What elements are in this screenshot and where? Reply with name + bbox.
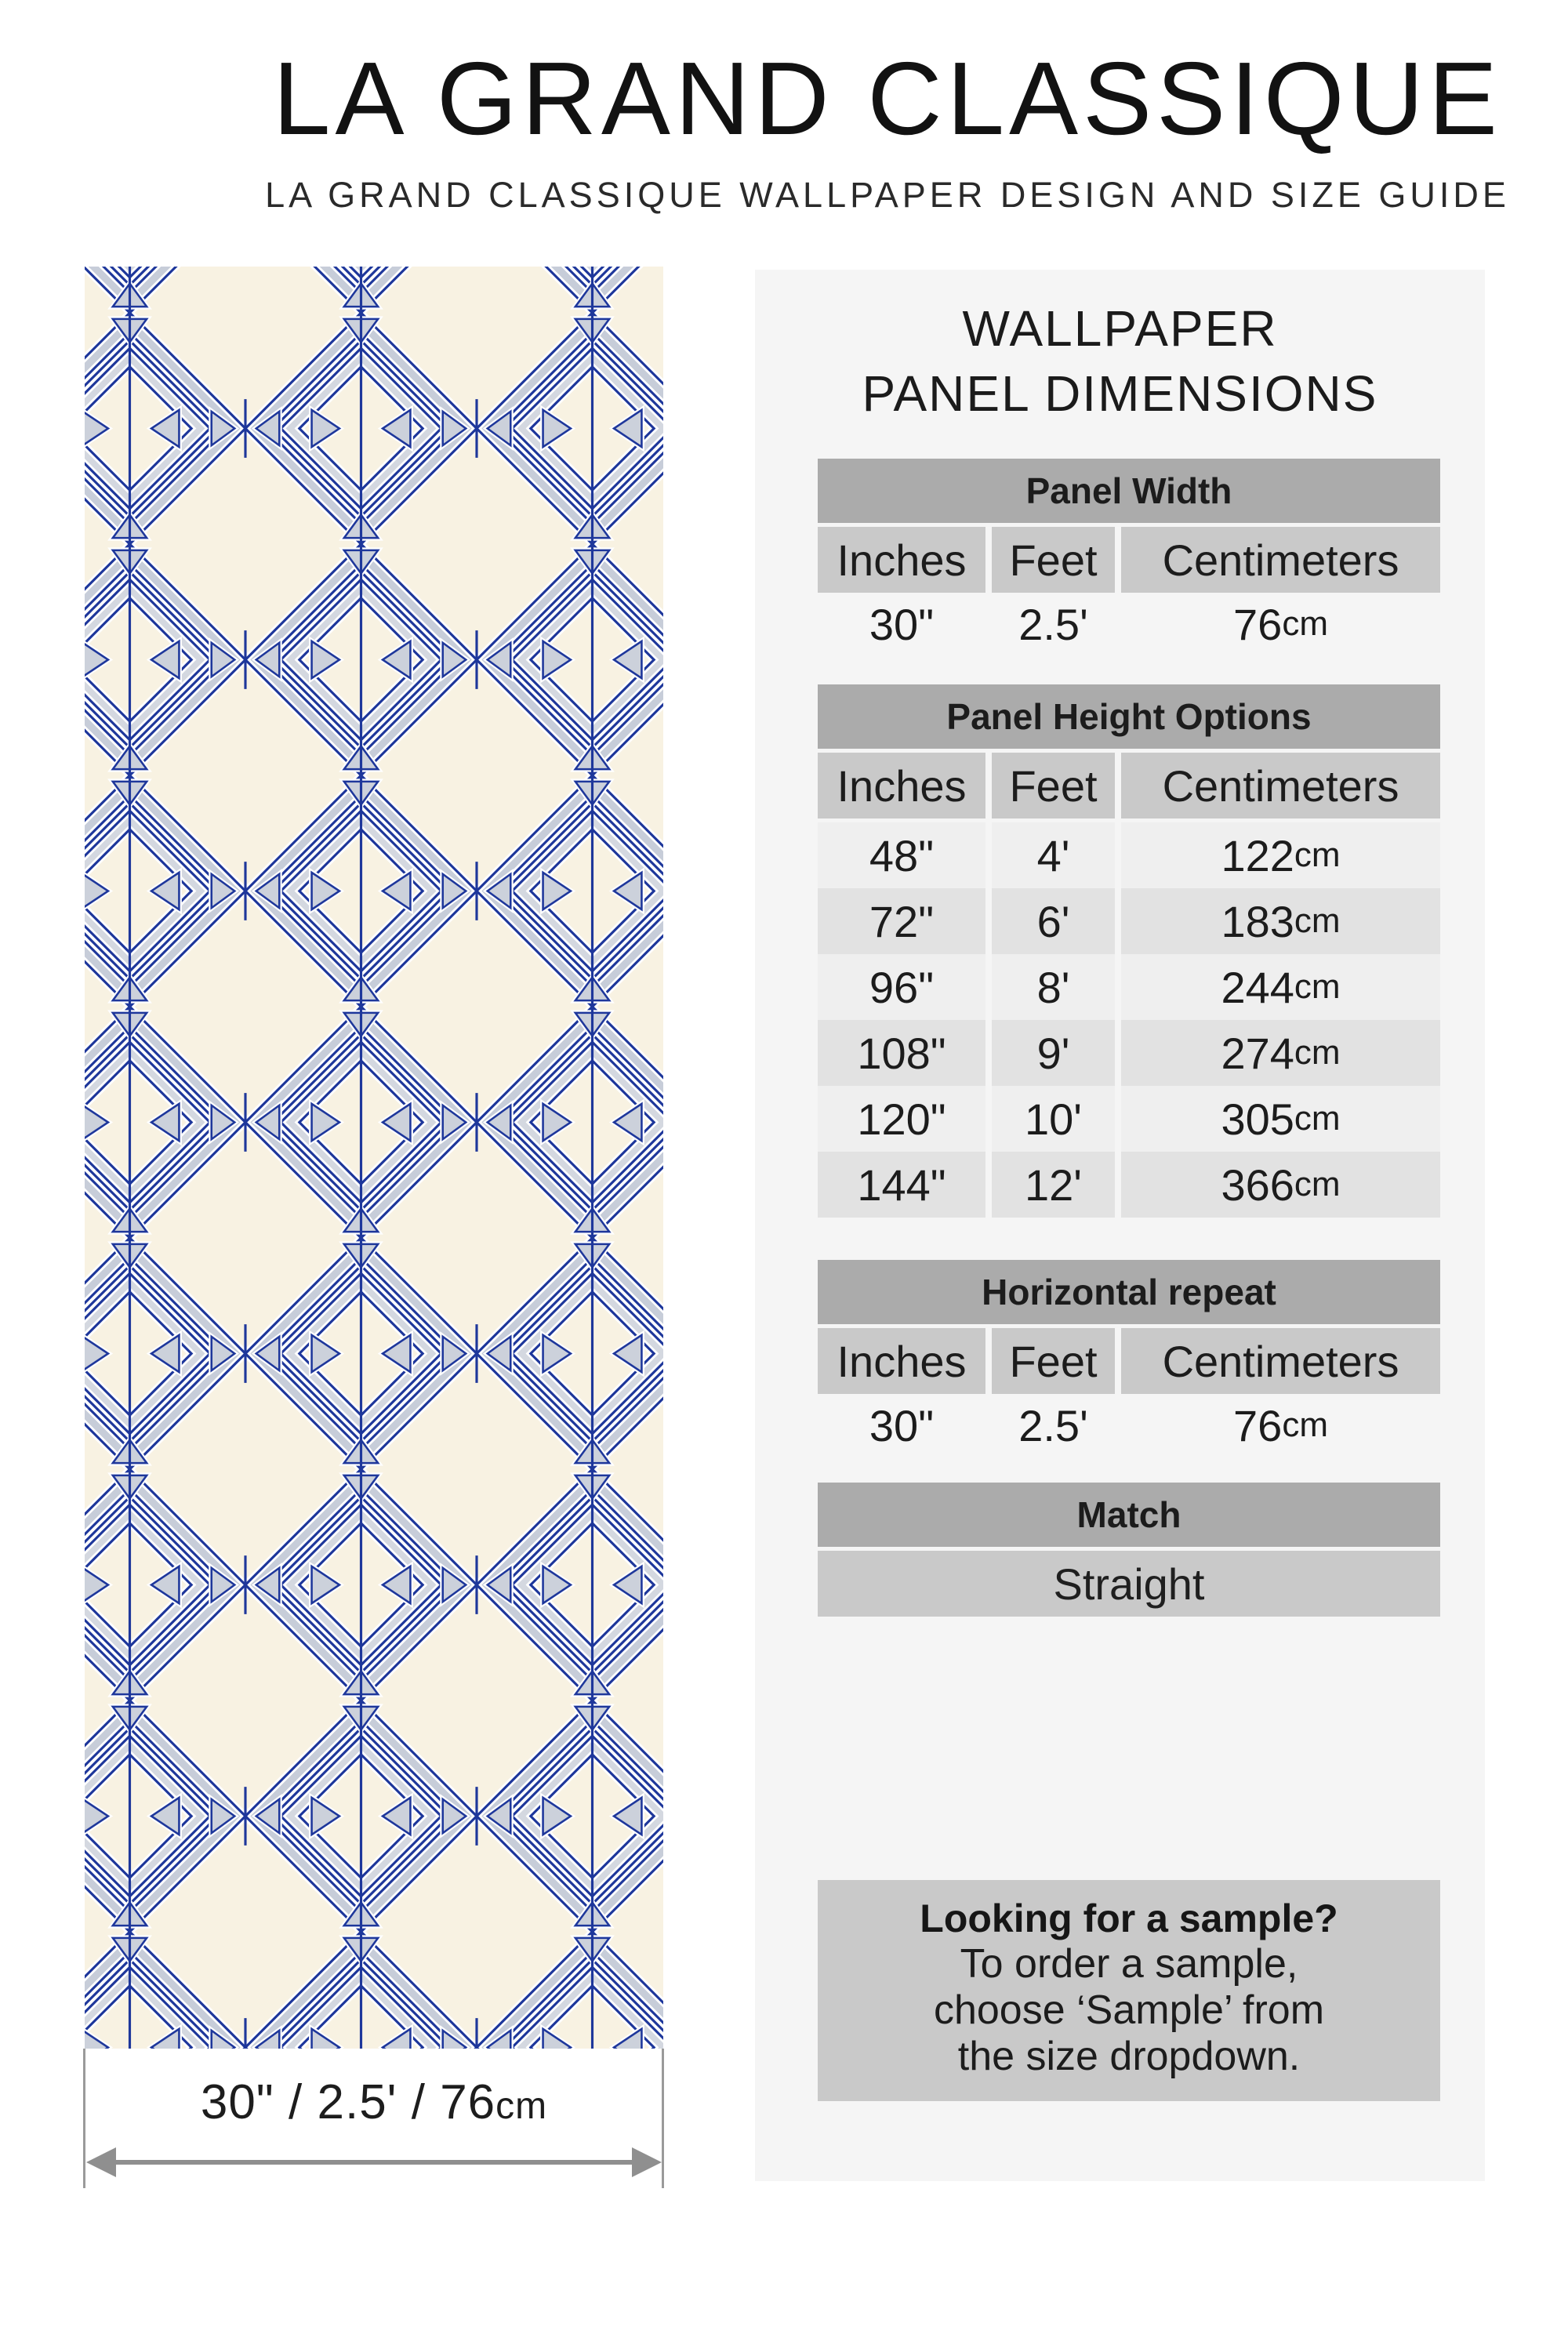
page-header [207,39,1568,216]
horizontal-repeat-table [818,1260,1440,1457]
dimensions-info-panel [755,270,1485,2181]
wallpaper-pattern-image [85,267,663,2049]
panel-width-values [818,593,1440,655]
column-header-inches: Inches [818,1328,985,1394]
panel-width-dimension-label [85,2074,663,2130]
value-centimeters: 76 cm [1233,599,1328,649]
column-header-centimeters: Centimeters [1121,753,1440,818]
value-inches: 30" [869,599,935,649]
column-header-feet: Feet [992,1328,1115,1394]
column-header-inches: Inches [818,527,985,593]
match-table [818,1483,1440,1617]
horizontal-repeat-values [818,1394,1440,1457]
horizontal-repeat-header: Horizontal repeat [818,1260,1440,1324]
dimension-unit: cm [495,2085,548,2127]
dimensions-heading-line2: PANEL DIMENSIONS [862,365,1378,423]
value-inches: 30" [869,1400,935,1450]
horizontal-repeat-column-headers [818,1328,1440,1394]
sample-box-line: choose ‘Sample’ from [933,1987,1325,2033]
table-row: 108" 9' 274 cm [818,1020,1440,1086]
sample-box-line: To order a sample, [960,1941,1298,1987]
match-value: Straight [818,1551,1440,1617]
sample-box-title: Looking for a sample? [920,1896,1338,1940]
value-feet: 2.5' [1018,1400,1088,1450]
panel-width-header: Panel Width [818,459,1440,523]
page-subtitle: LA GRAND CLASSIQUE WALLPAPER DESIGN AND SIZE GUIDE [265,175,1510,215]
wallpaper-panel-preview [85,267,663,2049]
table-row: 144" 12' 366 cm [818,1152,1440,1218]
dimensions-heading [755,296,1485,426]
column-header-feet: Feet [992,753,1115,818]
panel-height-table [818,684,1440,1218]
sample-info-box [818,1880,1440,2101]
dimension-value: 30" / 2.5' / 76 [200,2075,496,2129]
sample-box-line: the size dropdown. [957,2033,1301,2079]
value-centimeters: 76 cm [1233,1400,1328,1450]
double-arrow-icon [85,2142,663,2183]
panel-width-table [818,459,1440,655]
column-header-inches: Inches [818,753,985,818]
panel-width-column-headers [818,527,1440,593]
column-header-feet: Feet [992,527,1115,593]
table-row: 96" 8' 244 cm [818,954,1440,1020]
panel-height-column-headers [818,753,1440,818]
match-header: Match [818,1483,1440,1547]
value-feet: 2.5' [1018,599,1088,649]
column-header-centimeters: Centimeters [1121,1328,1440,1394]
table-row: 120" 10' 305 cm [818,1086,1440,1152]
table-row: 72" 6' 183 cm [818,888,1440,954]
table-row: 48" 4' 122 cm [818,822,1440,888]
panel-height-header: Panel Height Options [818,684,1440,749]
page-title: LA GRAND CLASSIQUE [273,41,1502,156]
dimensions-heading-line1: WALLPAPER [962,300,1278,357]
column-header-centimeters: Centimeters [1121,527,1440,593]
